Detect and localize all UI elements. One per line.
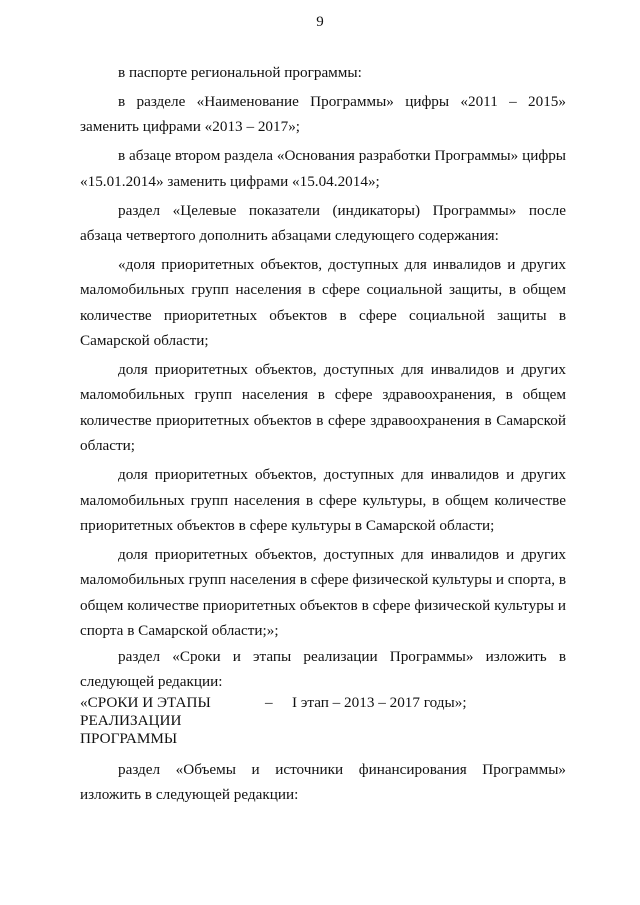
stages-label: «СРОКИ И ЭТАПЫ РЕАЛИЗАЦИИ ПРОГРАММЫ bbox=[80, 694, 211, 747]
paragraph-funding-intro: раздел «Объемы и источники финансирования Программы» изложить в следующей редакции: bbox=[80, 761, 566, 804]
stages-intro-block bbox=[80, 644, 566, 698]
paragraph-development-basis: в абзаце втором раздела «Основания разработки Программы» цифры «15.01.2014» заменить цифрами «15.04.2014»; bbox=[80, 147, 566, 190]
amendments-text-block bbox=[80, 60, 566, 647]
paragraph-culture: доля приоритетных объектов, доступных для инвалидов и других маломобильных групп населения в сфере культуры, в общем количестве приоритетных объектов в сфере культуры в Самарской области; bbox=[80, 466, 566, 534]
paragraph-program-name: в разделе «Наименование Программы» цифры «2011 – 2015» заменить цифрами «2013 – 2017»; bbox=[80, 92, 566, 136]
paragraph-passport-intro: в паспорте региональной программы: bbox=[118, 64, 362, 81]
paragraph-stages-intro: раздел «Сроки и этапы реализации Программы» изложить в следующей редакции: bbox=[80, 648, 566, 691]
paragraph-healthcare: доля приоритетных объектов, доступных для инвалидов и других маломобильных групп населения в сфере здравоохранения, в общем количестве приоритетных объектов в сфере здравоохранения в Самарской области; bbox=[80, 360, 566, 455]
paragraph-social-protection: «доля приоритетных объектов, доступных для инвалидов и других маломобильных групп населения в сфере социальной защиты, в общем количестве приоритетных объектов в сфере социальной защиты в Самарской области; bbox=[80, 255, 566, 350]
page-number: 9 bbox=[316, 14, 324, 30]
funding-intro-block bbox=[80, 757, 566, 811]
paragraph-sport: доля приоритетных объектов, доступных для инвалидов и других маломобильных групп населения в сфере физической культуры и спорта, в общем количестве приоритетных объектов в сфере физической культуры и спорта в Самарской области;»; bbox=[80, 545, 566, 640]
stages-value: I этап – 2013 – 2017 годы»; bbox=[292, 694, 467, 711]
paragraph-target-indicators: раздел «Целевые показатели (индикаторы) Программы» после абзаца четвертого дополнить абзацами следующего содержания: bbox=[80, 201, 566, 244]
stages-dash: – bbox=[265, 694, 273, 711]
